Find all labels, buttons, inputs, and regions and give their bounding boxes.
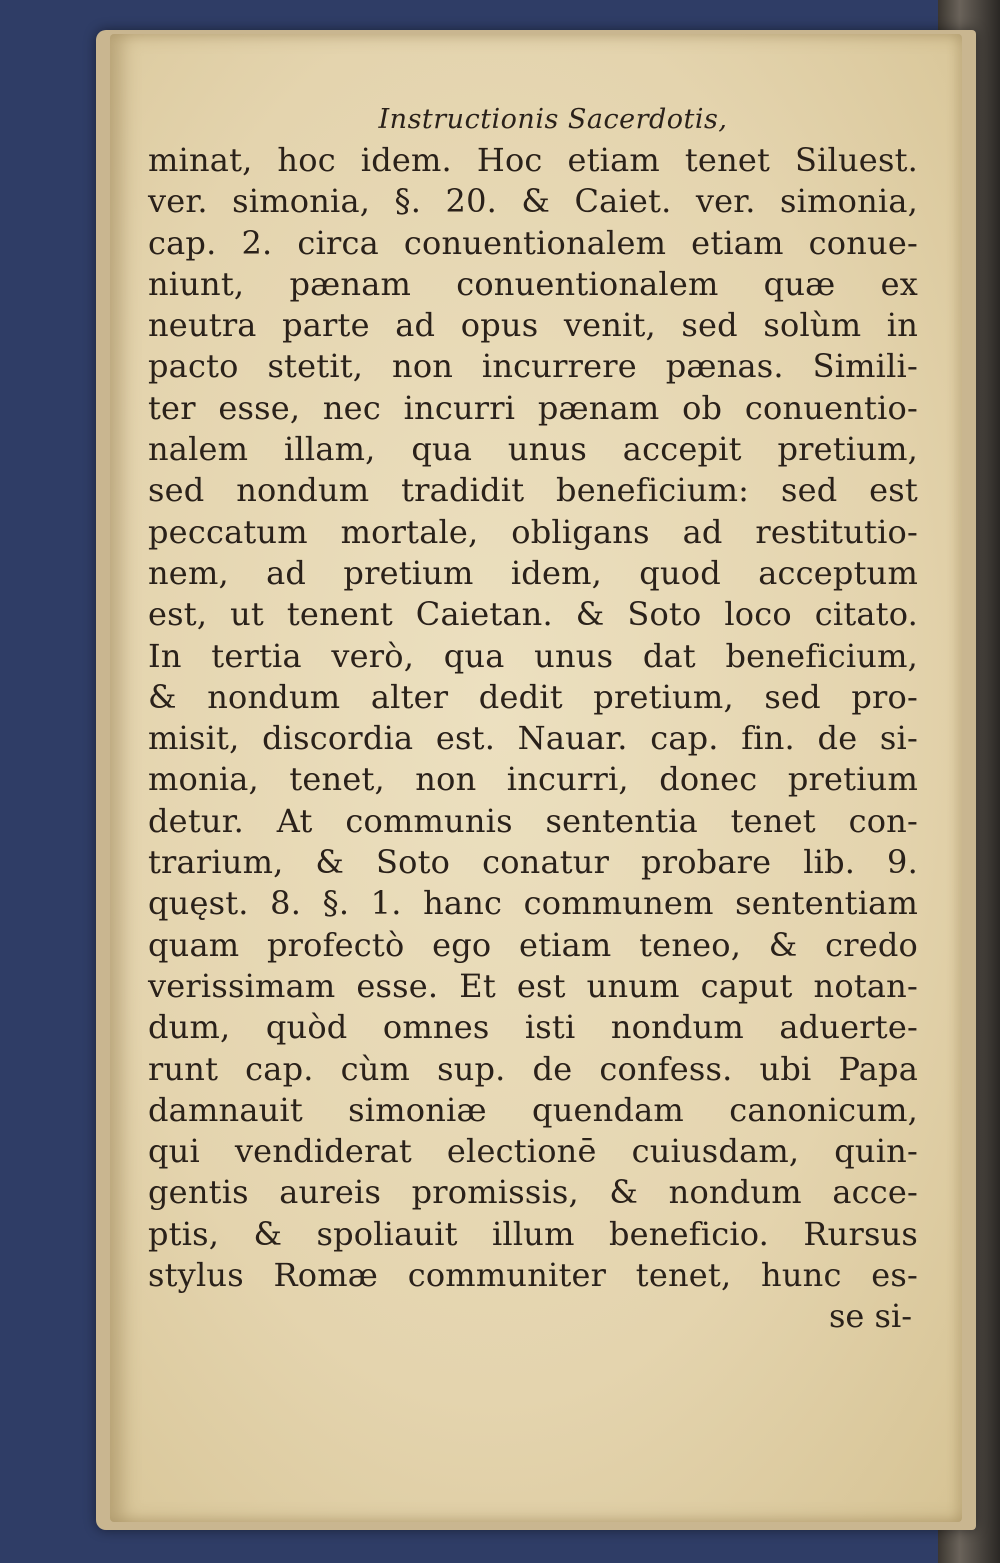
text-line: & nondum alter dedit pretium, sed pro- [148, 677, 918, 716]
text-lines [148, 140, 918, 1296]
text-line: ter esse, nec incurri pænam ob conuentio- [148, 388, 918, 427]
text-line: nem, ad pretium idem, quod acceptum [148, 553, 918, 592]
text-line: dum, quòd omnes isti nondum aduerte- [148, 1008, 918, 1047]
text-line: neutra parte ad opus venit, sed solùm in [148, 306, 918, 345]
text-line: In tertia verò, qua unus dat beneficium, [148, 636, 918, 675]
text-line: quam profectò ego etiam teneo, & credo [148, 925, 918, 964]
text-line: misit, discordia est. Nauar. cap. fin. de si- [148, 719, 918, 758]
text-line: qui vendiderat electionē cuiusdam, quin- [148, 1132, 918, 1171]
text-line: niunt, pænam conuentionalem quæ ex [148, 264, 918, 303]
text-line: peccatum mortale, obligans ad restitutio- [148, 512, 918, 551]
text-line: cap. 2. circa conuentionalem etiam conue- [148, 223, 918, 262]
text-line: damnauit simoniæ quendam canonicum, [148, 1090, 918, 1129]
text-line: monia, tenet, non incurri, donec pretium [148, 760, 918, 799]
text-line: gentis aureis promissis, & nondum acce- [148, 1173, 918, 1212]
page-text [148, 100, 918, 1337]
text-line: detur. At communis sententia tenet con- [148, 801, 918, 840]
text-line: nalem illam, qua unus accepit pretium, [148, 430, 918, 469]
running-head: Instructionis Sacerdotis, [378, 104, 728, 135]
text-line: runt cap. cùm sup. de confess. ubi Papa [148, 1049, 918, 1088]
text-line: ptis, & spoliauit illum beneficio. Rursus [148, 1214, 918, 1253]
text-line: verissimam esse. Et est unum caput notan- [148, 966, 918, 1005]
text-line: stylus Romæ communiter tenet, hunc es- [148, 1256, 918, 1295]
text-line: est, ut tenent Caietan. & Soto loco citato. [148, 595, 918, 634]
text-line: quęst. 8. §. 1. hanc communem sententiam [148, 884, 918, 923]
text-line: ver. simonia, §. 20. & Caiet. ver. simonia, [148, 182, 918, 221]
text-line: minat, hoc idem. Hoc etiam tenet Siluest. [148, 141, 918, 179]
text-line: trarium, & Soto conatur probare lib. 9. [148, 843, 918, 882]
text-line: sed nondum tradidit beneficium: sed est [148, 471, 918, 510]
catchword: se si- [829, 1297, 912, 1336]
text-line: pacto stetit, non incurrere pænas. Simili- [148, 347, 918, 386]
